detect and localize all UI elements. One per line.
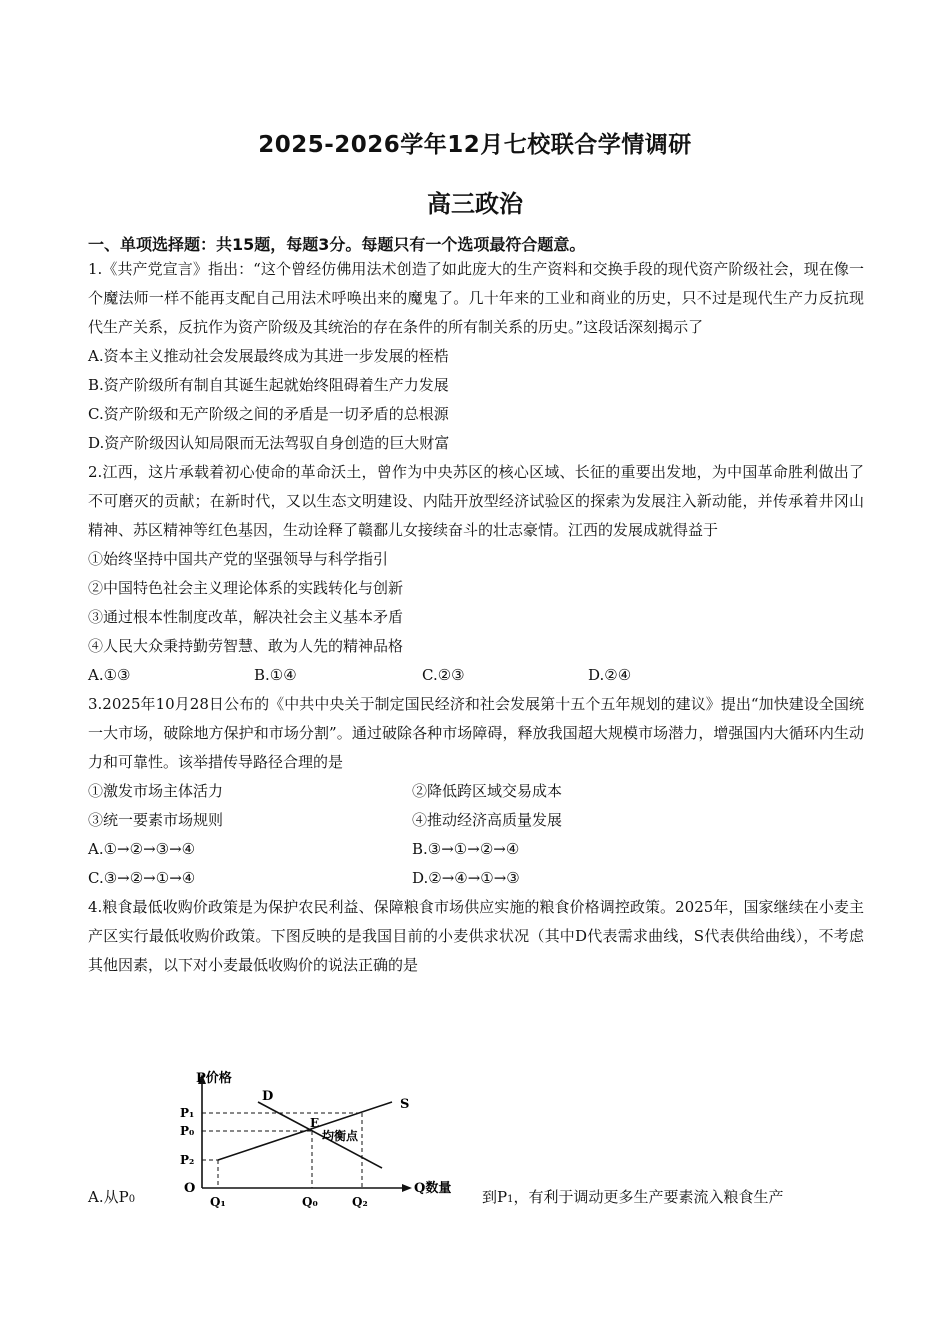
q2-option-a: A.①③ [88, 666, 131, 684]
x-axis-label: Q数量 [414, 1181, 452, 1196]
q3-item-2: ②降低跨区域交易成本 [412, 782, 563, 800]
q4-option-a-prefix [88, 1186, 135, 1207]
y-axis-label: P价格 [196, 1071, 232, 1086]
x-tick-q0: Q₀ [302, 1195, 318, 1209]
y-tick-p1: P₁ [180, 1106, 195, 1120]
subject-title: 高三政治 [427, 190, 523, 218]
q3-items-row-2 [88, 806, 864, 835]
q2-options-row [88, 661, 864, 690]
q3-option-d: D.②→④→①→③ [412, 869, 520, 887]
q3-items-row-1 [88, 777, 864, 806]
q3-item-1: ①激发市场主体活力 [88, 782, 224, 800]
q2-item-4: ④人民大众秉持勤劳智慧、敢为人先的精神品格 [88, 637, 404, 655]
exam-title: 2025-2026学年12月七校联合学情调研 [258, 132, 692, 158]
q1-option-b: B.资产阶级所有制自其诞生起就始终阻碍着生产力发展 [88, 376, 449, 394]
q3-option-a: A.①→②→③→④ [88, 840, 196, 858]
section-heading: 一、单项选择题：共15题，每题3分。每题只有一个选项最符合题意。 [88, 235, 586, 254]
equilibrium-point-label: E [310, 1116, 320, 1130]
q2-item-3: ③通过根本性制度改革，解决社会主义基本矛盾 [88, 608, 404, 626]
q3-options-row-1 [88, 835, 864, 864]
demand-label: D [262, 1089, 274, 1104]
origin-label: O [184, 1181, 196, 1196]
q3-stem: 3.2025年10月28日公布的《中共中央关于制定国民经济和社会发展第十五个五年规划的建议》提出“加快建设全国统一大市场，破除地方保护和市场分割”。通过破除各种市场障碍，释放我国超大规模市场潜力，增强国内大循环内生动力和可靠性。该举措传导路径合理的是 [88, 695, 864, 771]
y-tick-p2: P₂ [180, 1153, 195, 1167]
q2-item-1: ①始终坚持中国共产党的坚强领导与科学指引 [88, 550, 389, 568]
q4-option-a-mid: 到P [482, 1188, 508, 1206]
q2-option-d: D.②④ [588, 666, 632, 684]
q1-option-c: C.资产阶级和无产阶级之间的矛盾是一切矛盾的总根源 [88, 405, 449, 423]
q1-option-d: D.资产阶级因认知局限而无法驾驭自身创造的巨大财富 [88, 434, 450, 452]
q4-stem: 4.粮食最低收购价政策是为保护农民利益、保障粮食市场供应实施的粮食价格调控政策。2025年，国家继续在小麦主产区实行最低收购价政策。下图反映的是我国目前的小麦供求状况（其中D代表需求曲线，S代表供给曲线），不考虑其他因素，以下对小麦最低收购价的说法正确的是 [88, 898, 864, 974]
q4-option-a-suffix: ，有利于调动更多生产要素流入粮食生产 [513, 1188, 784, 1206]
q1-option-a: A.资本主义推动社会发展最终成为其进一步发展的桎梏 [88, 347, 449, 365]
q2-item-2: ②中国特色社会主义理论体系的实践转化与创新 [88, 579, 404, 597]
supply-demand-chart [166, 1060, 476, 1210]
q4-option-a-prefix-sub: 0 [128, 1194, 136, 1205]
q4-option-a-mid-sub: 1 [507, 1194, 514, 1205]
q3-item-3: ③统一要素市场规则 [88, 811, 224, 829]
q2-option-b: B.①④ [254, 666, 297, 684]
q3-item-4: ④推动经济高质量发展 [412, 811, 563, 829]
q4-option-a-prefix-text: A.从P [88, 1188, 129, 1206]
y-tick-p0: P₀ [180, 1124, 195, 1138]
q3-option-b: B.③→①→②→④ [412, 840, 520, 858]
supply-label: S [400, 1097, 410, 1112]
q2-stem: 2.江西，这片承载着初心使命的革命沃土，曾作为中央苏区的核心区域、长征的重要出发地，为中国革命胜利做出了不可磨灭的贡献；在新时代，又以生态文明建设、内陆开放型经济试验区的探索为发展注入新动能，并传承着井冈山精神、苏区精神等红色基因，生动诠释了赣鄱儿女接续奋斗的壮志豪情。江西的发展成就得益于 [88, 463, 864, 539]
q1-stem: 1.《共产党宣言》指出：“这个曾经仿佛用法术创造了如此庞大的生产资料和交换手段的现代资产阶级社会，现在像一个魔法师一样不能再支配自己用法术呼唤出来的魔鬼了。几十年来的工业和商业的历史，只不过是现代生产力反抗现代生产关系，反抗作为资产阶级及其统治的存在条件的所有制关系的历史。”这段话深刻揭示了 [88, 260, 864, 336]
q4-figure-row [88, 1060, 868, 1210]
q2-option-c: C.②③ [422, 666, 465, 684]
q3-options-row-2 [88, 864, 864, 893]
equilibrium-annotation: 均衡点 [322, 1129, 359, 1143]
question-body [88, 255, 864, 980]
x-tick-q2: Q₂ [352, 1195, 368, 1209]
q3-option-c: C.③→②→①→④ [88, 869, 196, 887]
q4-option-a-rest [482, 1186, 783, 1207]
x-tick-q1: Q₁ [210, 1195, 226, 1209]
x-axis-arrow [402, 1184, 412, 1192]
